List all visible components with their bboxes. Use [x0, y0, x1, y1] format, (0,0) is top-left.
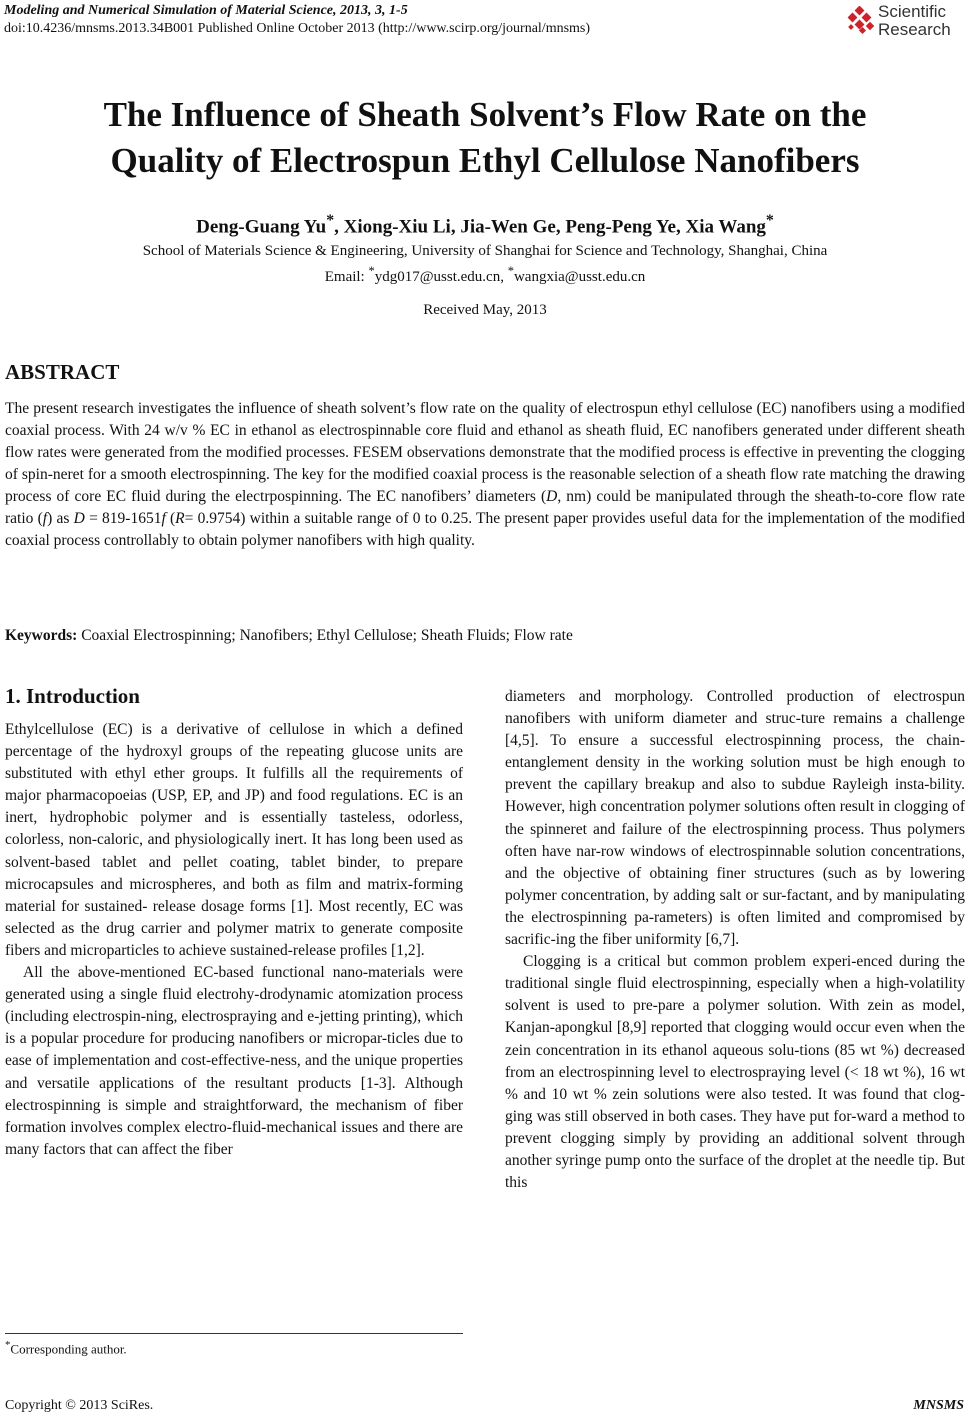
affiliation: School of Materials Science & Engineering, University of Shanghai for Science and Technology, Shanghai, China	[142, 243, 828, 259]
keywords-text: Coaxial Electrospinning; Nanofibers; Ethyl Cellulose; Sheath Fluids; Flow rate	[77, 627, 573, 644]
abstract-heading: ABSTRACT	[5, 360, 120, 384]
volume-info: , 2013, 3, 1-5	[333, 3, 408, 18]
abstract-part: , nm) could be manipulated through the sheath-to-core flow rate ratio (	[5, 488, 965, 527]
footnote-divider	[5, 1333, 463, 1334]
author: Xia Wang	[685, 216, 766, 238]
abstract-variable: f	[42, 510, 48, 527]
corresponding-mark: *	[326, 212, 335, 229]
abstract-text	[5, 398, 965, 552]
author-list	[0, 212, 970, 238]
author: Deng-Guang Yu	[196, 216, 327, 238]
corresponding-mark: *	[507, 264, 514, 278]
footnote-mark: *	[5, 1339, 11, 1351]
abstract-part: (	[165, 510, 176, 527]
copyright: Copyright © 2013 SciRes.	[5, 1398, 154, 1413]
paragraph: Clogging is a critical but common problem experi-enced during the traditional single fluid electrospinning, especially when a high-volatility solvent is used to pre-pare a polymer solution. With zein as model, Kanjan-apongkul [8,9] reported that clogging would occur even when the zein concentration in its ethanol aqueous solu-tions (85 wt %) decreased from an electrospinning level to electrospraying level (< 18 wt %), 16 wt % and 10 wt % zein solutions were also tested. It was found that clog-ging was still observed in both cases. They have put for-ward a method to prevent clogging simply by providing an additional solvent through another syringe pump onto the surface of the droplet at the needle tip. But this	[505, 953, 965, 1192]
author-separator: ,	[334, 216, 344, 238]
corresponding-mark: *	[765, 212, 774, 229]
paragraph: All the above-mentioned EC-based functional nano-materials were generated using a single fluid electrohy-drodynamic atomization process (including electrospin-ning, electrospraying and e-jetting printing), which is a popular procedure for producing nanofibers or micropar-ticles due to ease of implementation and cost-effective-ness, and the unique properties and versatile applications of the resultant products [1-3]. Although electrospinning is simple and straightforward, the mechanism of fiber formation involves complex electro-fluid-mechanical issues and there are many factors that can affect the fiber	[5, 964, 463, 1158]
logo-line2: Research	[878, 20, 951, 39]
abstract-variable: R	[175, 510, 185, 527]
author: Peng-Peng Ye	[565, 216, 676, 238]
abstract-part: The present research investigates the influence of sheath solvent’s flow rate on the quality of electrospun ethyl cellulose (EC) nanofibers using a modified coaxial process. With 24 w/v % EC in ethanol as electrospinnable core fluid and ethanol as sheath fluid, EC nanofibers generated under different sheath flow rates were generated from the modified processes. FESEM observations demonstrate that the modified process is effective in preventing the clogging of spin-neret for a smooth electrospinning. The key for the modified coaxial process is the reasonable selection of a sheath flow rate matching the drawing process of core EC fluid during the electrpospinning. The EC nanofibers’ diameters (	[5, 400, 965, 505]
journal-line	[4, 2, 824, 20]
paper-title	[0, 92, 970, 184]
received-date: Received May, 2013	[423, 302, 547, 318]
abstract-part: ) as	[47, 510, 74, 527]
email-separator: ,	[500, 269, 508, 285]
running-header	[4, 2, 824, 38]
abstract-variable: D	[73, 510, 85, 527]
section-heading: 1. Introduction	[5, 684, 140, 708]
abstract-part: = 0.9754) within a suitable range of 0 to 0.25. The present paper provides useful data for the implementation of the modified coaxial process controllably to obtain polymer nanofibers with high quality.	[5, 510, 965, 549]
affiliation-block	[0, 241, 970, 287]
footnote-text: Corresponding author.	[10, 1341, 127, 1357]
abstract-variable: f	[161, 510, 166, 527]
author-separator: ,	[450, 216, 461, 238]
author-separator: ,	[675, 216, 686, 238]
abstract-variable: D	[546, 488, 558, 505]
doi-line: doi:10.4236/mnsms.2013.34B001 Published Online October 2013 (http://www.scirp.org/journal/mnsms)	[4, 21, 591, 36]
journal-abbreviation: MNSMS	[913, 1398, 964, 1413]
author-separator: ,	[555, 216, 566, 238]
publisher-logo	[846, 2, 964, 40]
email-link[interactable]: wangxia@usst.edu.cn	[513, 269, 646, 285]
paragraph: Ethylcellulose (EC) is a derivative of cellulose in which a defined percentage of the hydroxyl groups of the repeating glucose units are substituted with ethyl ether groups. It fulfills all the requirements of major pharmacopoeias (USP, EP, and JP) and food regulations. EC is an inert, hydrophobic polymer and is essentially tasteless, odorless, colorless, non-caloric, and physiologically inert. It has long been used as solvent-based tablet and pellet coating, tablet binder, to prepare microcapsules and microspheres, and both as film and matrix-forming material for sustained- release dosage forms [1]. Most recently, EC was selected as the drug carrier and polymer matrix to generate composite fibers and microparticles to achieve sustained-release profiles [1,2].	[5, 721, 463, 959]
right-column	[505, 686, 965, 1194]
email-link[interactable]: ydg017@usst.edu.cn	[374, 269, 501, 285]
email-label: Email:	[324, 269, 369, 285]
author: Jia-Wen Ge	[460, 216, 556, 238]
keywords-label: Keywords:	[5, 627, 78, 644]
journal-name: Modeling and Numerical Simulation of Material Science	[4, 3, 334, 18]
logo-line1: Scientific	[878, 2, 947, 21]
left-column	[5, 719, 463, 1161]
title-line2: Quality of Electrospun Ethyl Cellulose Nanofibers	[110, 141, 860, 180]
logo-mark-icon	[846, 6, 876, 36]
keywords	[5, 627, 965, 645]
email-line	[0, 261, 970, 287]
title-line1: The Influence of Sheath Solvent’s Flow Rate on the	[103, 95, 867, 134]
footnote	[5, 1339, 127, 1357]
corresponding-mark: *	[368, 264, 375, 278]
author: Xiong-Xiu Li	[343, 216, 451, 238]
abstract-part: = 819-1651	[84, 510, 162, 527]
paragraph: diameters and morphology. Controlled production of electrospun nanofibers with uniform diameter and struc-ture remains a challenge [4,5]. To ensure a successful electrospinning process, the chain-entanglement density in the working solution must be high enough to prevent the capillary breakup and also to subdue Rayleigh insta-bility. However, high concentration polymer solutions often result in clogging of the spinneret and failure of the electrospinning process. Thus polymers often have nar-row windows of electrospinnable solution concentrations, and the objective of obtaining finer structures (such as by lowering polymer concentration, by adding salt or sur-factant, and by manipulating the electrospinning pa-rameters) is often limited and compromised by sacrific-ing the fiber uniformity [6,7].	[505, 688, 965, 949]
